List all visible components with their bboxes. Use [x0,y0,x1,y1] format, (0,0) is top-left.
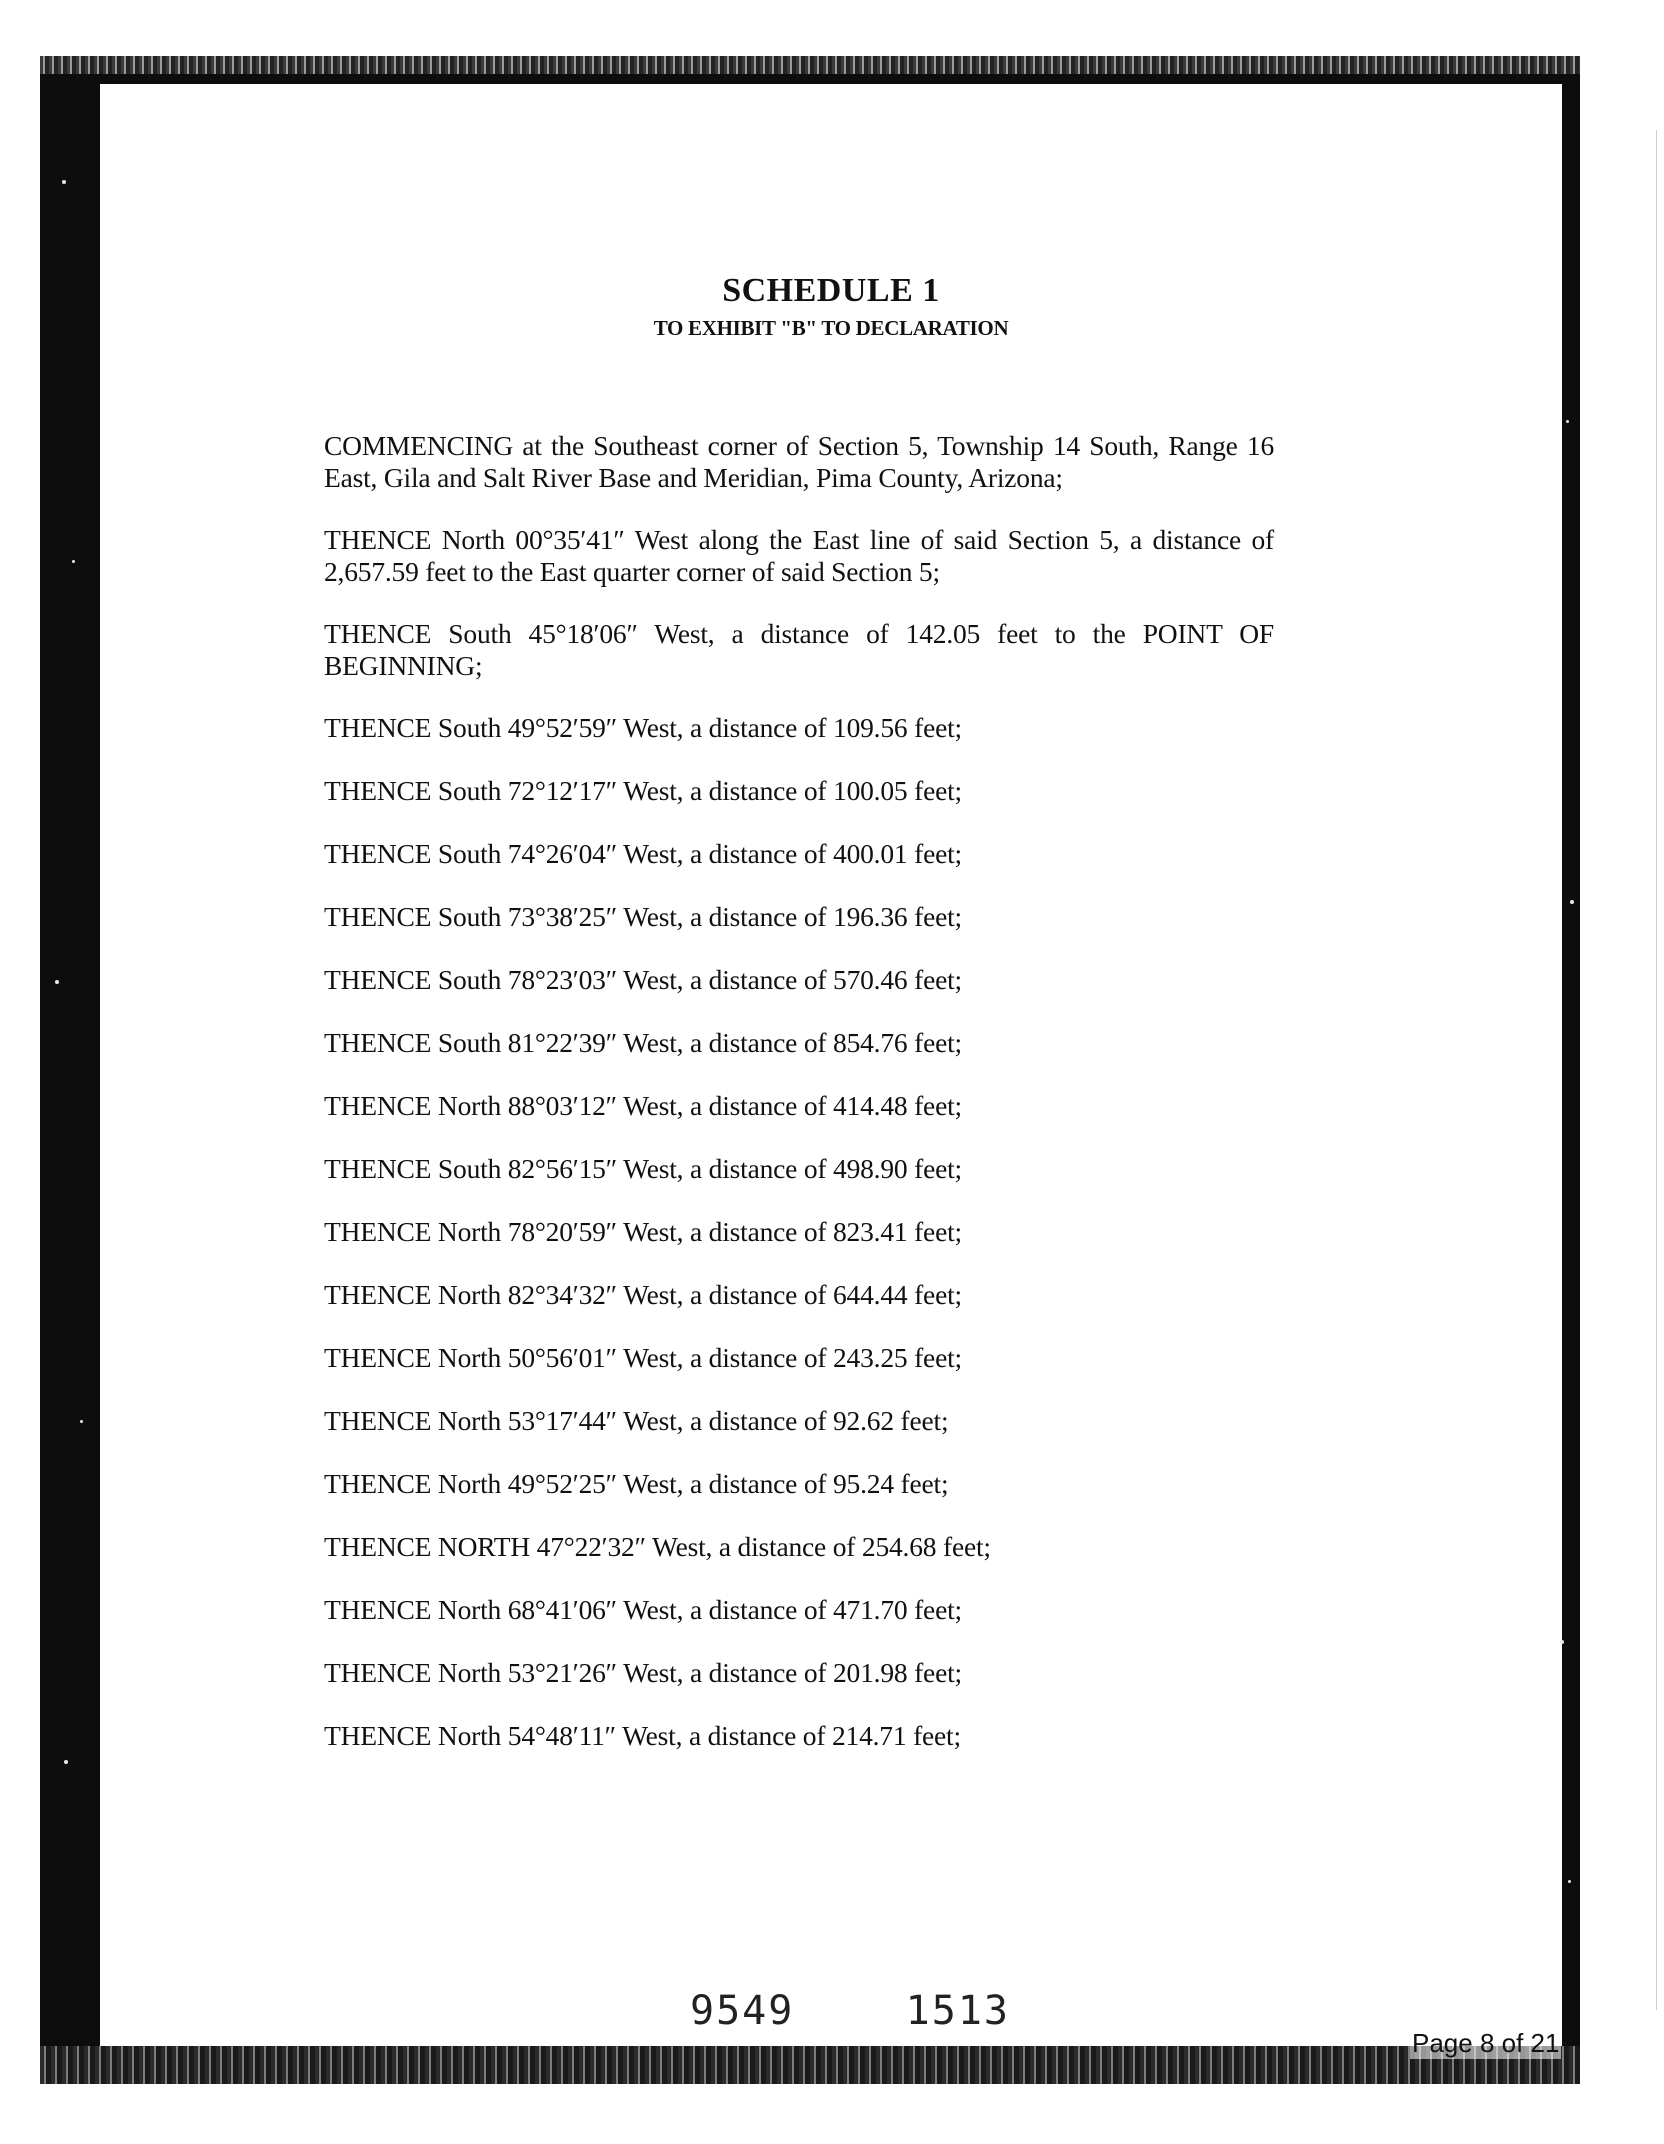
clause-course: THENCE South 73°38′25″ West, a distance of 196.36 feet; [324,901,962,932]
scan-speck [1566,420,1569,423]
recording-book: 9549 [690,1988,795,2034]
scan-speck [64,1760,68,1764]
clause-course: THENCE South 49°52′59″ West, a distance of 109.56 feet; [324,712,962,743]
page-indicator: Page 8 of 21 [1412,2028,1560,2058]
clause-course: THENCE NORTH 47°22′32″ West, a distance of 254.68 feet; [324,1531,991,1562]
legal-description [324,430,1274,1783]
recording-number [690,1988,1010,2034]
scan-speck [1570,900,1574,904]
clause-course: THENCE North 78°20′59″ West, a distance of 823.41 feet; [324,1216,962,1247]
viewer-gutter-divider [1656,130,1657,2010]
page-title: SCHEDULE 1 [722,272,940,309]
scan-speck [55,980,59,984]
clause-point-of-beginning: THENCE South 45°18′06″ West, a distance of 142.05 feet to the POINT OF BEGINNING; [324,618,1274,681]
viewer-gutter [1580,0,1664,2144]
scan-frame-bottom-edge [40,2046,1580,2084]
recording-page: 1513 [905,1988,1010,2034]
scan-speck [72,560,75,563]
clause-course: THENCE South 81°22′39″ West, a distance of 854.76 feet; [324,1027,962,1058]
scan-speck [80,1420,83,1423]
clause-course: THENCE North 54°48′11″ West, a distance of 214.71 feet; [324,1720,961,1751]
clause-course: THENCE North 49°52′25″ West, a distance of 95.24 feet; [324,1468,949,1499]
scan-speck [62,180,66,184]
clause-course: THENCE South 72°12′17″ West, a distance of 100.05 feet; [324,775,962,806]
clause-course: THENCE North 50°56′01″ West, a distance of 243.25 feet; [324,1342,962,1373]
clause-course: THENCE North 53°21′26″ West, a distance of 201.98 feet; [324,1657,962,1688]
scan-speck [1568,1880,1571,1883]
clause-commencing: COMMENCING at the Southeast corner of Section 5, Township 14 South, Range 16 East, Gila and Salt River Base and Meridian, Pima County, Arizona; [324,430,1274,493]
clause-course: THENCE South 78°23′03″ West, a distance of 570.46 feet; [324,964,962,995]
clause-course: THENCE North 53°17′44″ West, a distance of 92.62 feet; [324,1405,949,1436]
clause-course: THENCE North 68°41′06″ West, a distance of 471.70 feet; [324,1594,962,1625]
clause-course: THENCE North 82°34′32″ West, a distance of 644.44 feet; [324,1279,962,1310]
scan-frame-top-edge [40,56,1580,74]
clause-course: THENCE South 82°56′15″ West, a distance of 498.90 feet; [324,1153,962,1184]
clause-course: THENCE North 00°35′41″ West along the East line of said Section 5, a distance of 2,657.59 feet to the East quarter corner of said Section 5; [324,524,1274,587]
clause-course: THENCE South 74°26′04″ West, a distance of 400.01 feet; [324,838,962,869]
page-subtitle: TO EXHIBIT "B" TO DECLARATION [653,316,1009,340]
clause-course: THENCE North 88°03′12″ West, a distance of 414.48 feet; [324,1090,962,1121]
scan-speck [1560,1640,1564,1644]
